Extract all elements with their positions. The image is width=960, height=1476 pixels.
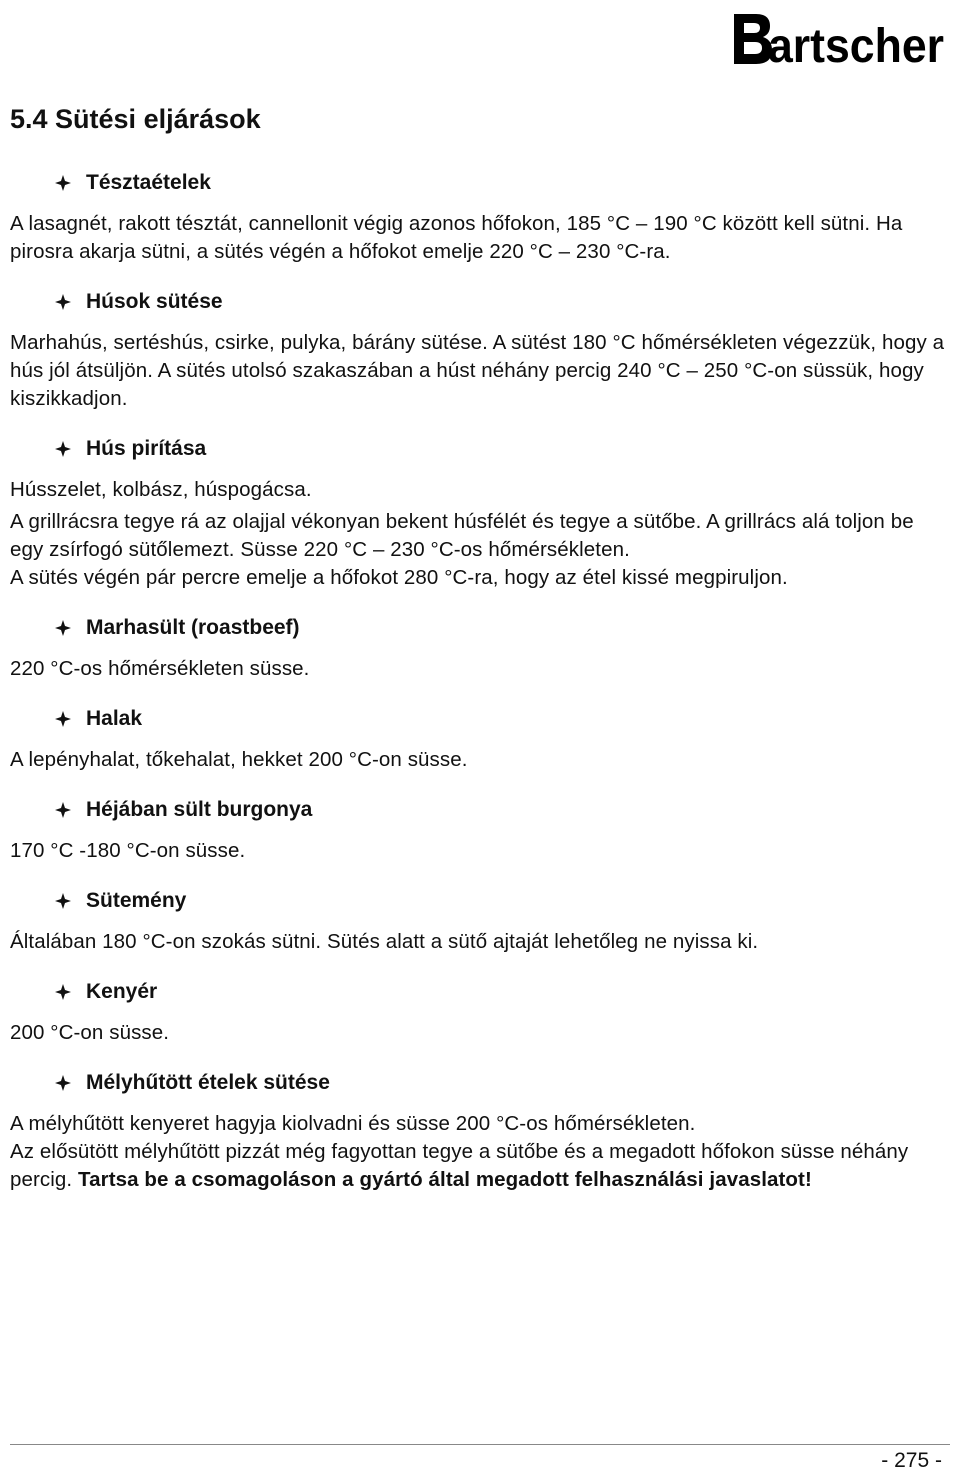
section-heading [10, 168, 945, 198]
paragraph-text [10, 837, 945, 865]
text-run: 200 °C-on süsse. [10, 1021, 170, 1044]
diamond-bullet-icon [50, 175, 80, 191]
paragraph [10, 655, 945, 683]
section [10, 795, 945, 865]
section-heading [10, 977, 945, 1007]
text-run: 220 °C-os hőmérsékleten süsse. [10, 657, 310, 680]
diamond-bullet-icon [50, 1075, 80, 1091]
bartscher-logo [730, 6, 946, 70]
paragraph-text [10, 1110, 945, 1138]
paragraph-text [10, 655, 945, 683]
section-heading [10, 434, 945, 464]
paragraph [10, 1110, 945, 1194]
text-run: Hússzelet, kolbász, húspogácsa. [10, 478, 312, 501]
svg-text:artscher: artscher [768, 20, 944, 70]
page-number: - 275 - [881, 1449, 942, 1472]
section-heading [10, 704, 945, 734]
text-run: A mélyhűtött kenyeret hagyja kiolvadni és süsse 200 °C-os hőmérsékleten. [10, 1112, 696, 1135]
section-heading-text: Sütemény [86, 889, 187, 912]
diamond-bullet-icon [50, 620, 80, 636]
section [10, 613, 945, 683]
paragraph-text [10, 476, 945, 504]
section [10, 287, 945, 413]
paragraph-text [10, 746, 945, 774]
paragraph [10, 210, 945, 266]
text-run: A sütés végén pár percre emelje a hőfokot 280 °C-ra, hogy az étel kissé megpiruljon. [10, 566, 788, 589]
section-heading-text: Halak [86, 707, 143, 730]
paragraph-text [10, 928, 945, 956]
section-heading [10, 886, 945, 916]
section-heading [10, 613, 945, 643]
page-title: 5.4 Sütési eljárások [10, 104, 261, 134]
section [10, 886, 945, 956]
paragraph-text [10, 210, 945, 266]
section [10, 704, 945, 774]
text-run: A lepényhalat, tőkehalat, hekket 200 °C-on süsse. [10, 748, 468, 771]
diamond-bullet-icon [50, 294, 80, 310]
content-body [10, 168, 945, 1215]
paragraph [10, 837, 945, 865]
section-heading-text: Kenyér [86, 980, 158, 1003]
paragraph [10, 1019, 945, 1047]
diamond-bullet-icon [50, 802, 80, 818]
text-run: Általában 180 °C-on szokás sütni. Sütés alatt a sütő ajtaját lehetőleg ne nyissa ki. [10, 930, 759, 953]
section [10, 168, 945, 266]
section-heading-text: Marhasült (roastbeef) [86, 616, 300, 639]
text-run: Az elősütött mélyhűtött pizzát még fagyottan tegye a sütőbe és a megadott hőfokon süsse néhány percig. [10, 1140, 909, 1191]
paragraph [10, 928, 945, 956]
paragraph-text [10, 1019, 945, 1047]
text-run: 170 °C -180 °C-on süsse. [10, 839, 246, 862]
section-heading [10, 795, 945, 825]
paragraph [10, 476, 945, 504]
section-heading [10, 1068, 945, 1098]
paragraph [10, 329, 945, 413]
section-heading-text: Húsok sütése [86, 290, 223, 313]
section [10, 1068, 945, 1194]
text-run: Marhahús, sertéshús, csirke, pulyka, bárány sütése. A sütést 180 °C hőmérsékleten végezzük, hogy a hús jól átsüljön. A sütés utolsó szakaszában a húst néhány percig 240 °C – 250 °C-on süssük, hogy kiszikkadjon. [10, 331, 945, 410]
text-run: A lasagnét, rakott tésztát, cannellonit végig azonos hőfokon, 185 °C – 190 °C között kell sütni. Ha pirosra akarja sütni, a sütés végén a hőfokot emelje 220 °C – 230 °C-ra. [10, 212, 903, 263]
section-heading-text: Mélyhűtött ételek sütése [86, 1071, 330, 1094]
footer-divider [10, 1444, 950, 1445]
section-heading-text: Tésztaételek [86, 171, 211, 194]
paragraph-text [10, 508, 945, 564]
paragraph [10, 746, 945, 774]
section [10, 434, 945, 592]
section-heading [10, 287, 945, 317]
diamond-bullet-icon [50, 441, 80, 457]
emphasis-text: Tartsa be a csomagoláson a gyártó által megadott felhasználási javaslatot! [78, 1168, 812, 1191]
text-run: A grillrácsra tegye rá az olajjal vékonyan bekent húsfélét és tegye a sütőbe. A grillrács alá toljon be egy zsírfogó sütőlemezt. Süsse 220 °C – 230 °C-os hőmérsékleten. [10, 510, 914, 561]
paragraph-text [10, 329, 945, 413]
section-heading-text: Héjában sült burgonya [86, 798, 313, 821]
diamond-bullet-icon [50, 984, 80, 1000]
diamond-bullet-icon [50, 711, 80, 727]
paragraph-text [10, 1138, 945, 1194]
paragraph [10, 508, 945, 592]
section [10, 977, 945, 1047]
section-heading-text: Hús pirítása [86, 437, 207, 460]
diamond-bullet-icon [50, 893, 80, 909]
paragraph-text [10, 564, 945, 592]
